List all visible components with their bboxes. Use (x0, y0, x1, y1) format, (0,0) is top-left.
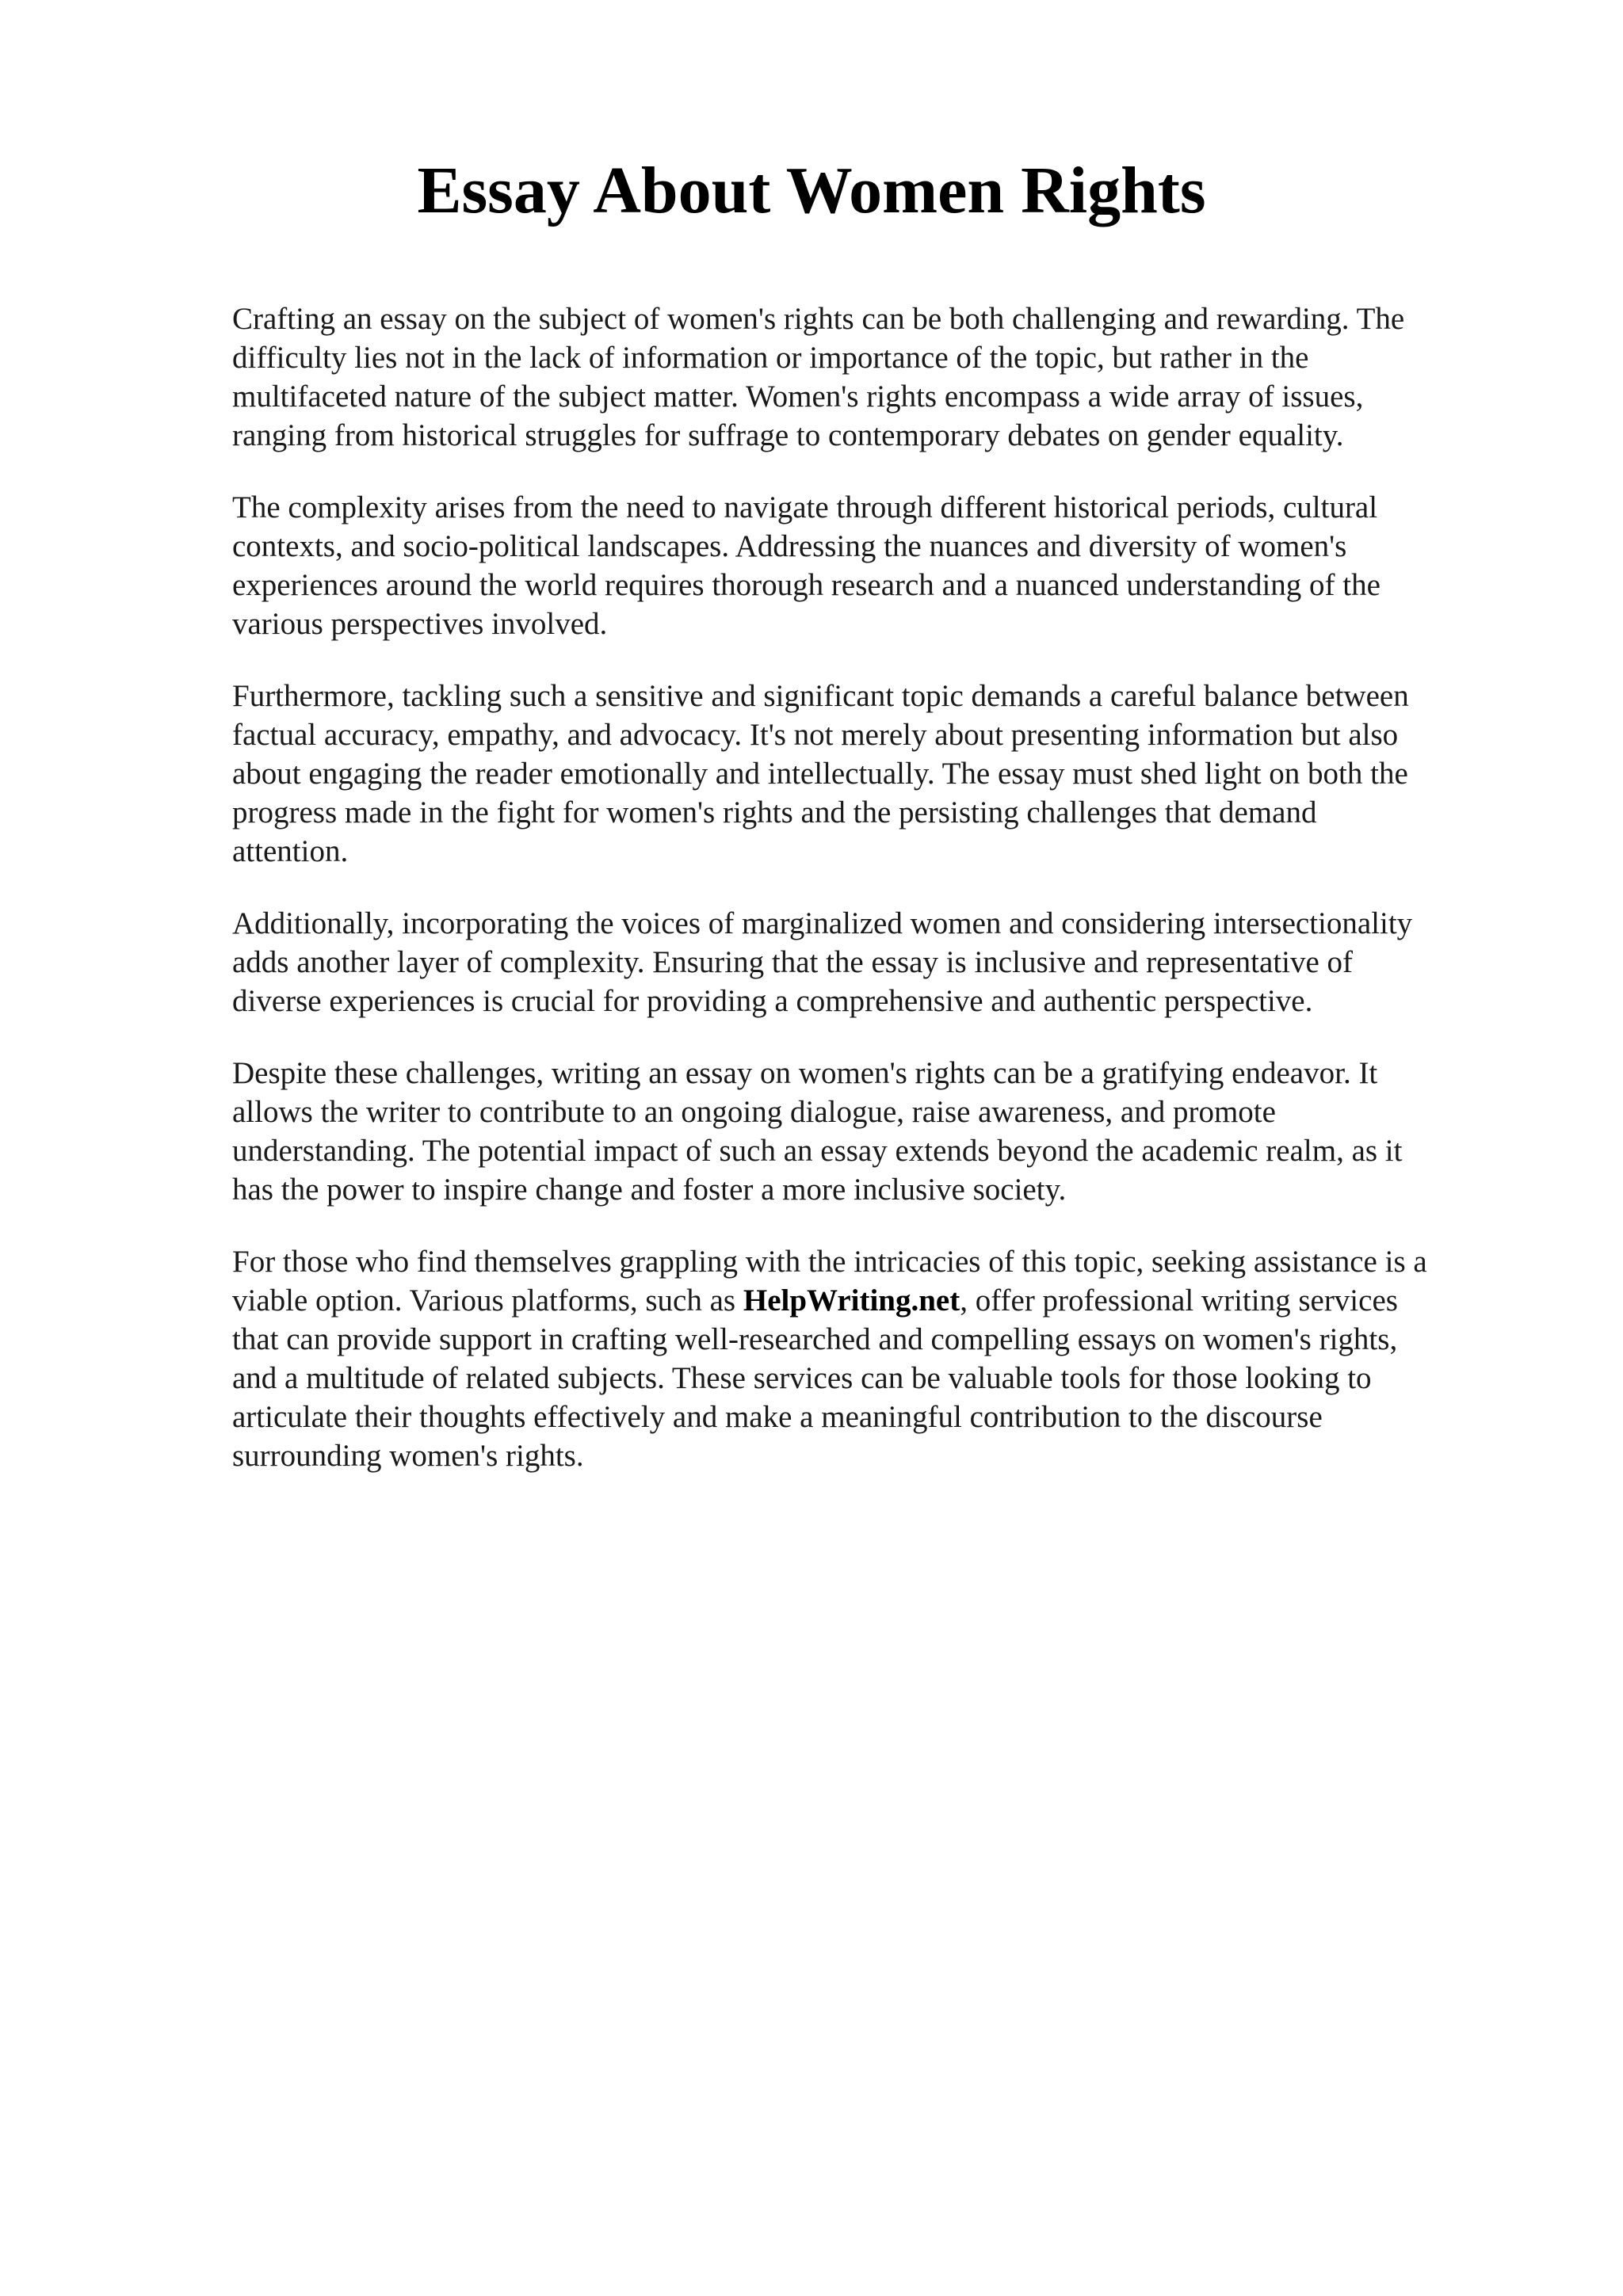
text-line: attention. (232, 834, 349, 868)
text-line: Despite these challenges, writing an essay on women's rights can be a gratifying endeavor. It (232, 1056, 1378, 1090)
text-line: Crafting an essay on the subject of women's rights can be both challenging and rewarding. The (232, 302, 1405, 336)
text-segment: viable option. Various platforms, such as (232, 1283, 743, 1318)
text-line: difficulty lies not in the lack of information or importance of the topic, but rather in the (232, 341, 1309, 375)
text-line: The complexity arises from the need to navigate through different historical periods, cultural (232, 490, 1378, 524)
text-line: and a multitude of related subjects. These services can be valuable tools for those looking to (232, 1361, 1372, 1395)
text-line: Furthermore, tackling such a sensitive and significant topic demands a careful balance between (232, 679, 1409, 713)
document-body (232, 299, 1516, 1508)
paragraph-6 (232, 1242, 1516, 1475)
text-line: contexts, and socio-political landscapes. Addressing the nuances and diversity of women's (232, 529, 1347, 563)
text-line: articulate their thoughts effectively and make a meaningful contribution to the discourse (232, 1400, 1323, 1434)
text-line (232, 1281, 1516, 1320)
text-line: multifaceted nature of the subject matter. Women's rights encompass a wide array of issues, (232, 379, 1364, 414)
paragraph-4 (232, 904, 1516, 1020)
text-line: For those who find themselves grappling with the intricacies of this topic, seeking assistance is a (232, 1245, 1427, 1279)
text-line: allows the writer to contribute to an ongoing dialogue, raise awareness, and promote (232, 1095, 1276, 1129)
text-segment: , offer professional writing services (960, 1283, 1398, 1318)
text-line: adds another layer of complexity. Ensuring that the essay is inclusive and representative of (232, 945, 1354, 979)
paragraph-5 (232, 1054, 1516, 1209)
text-line: about engaging the reader emotionally and intellectually. The essay must shed light on both the (232, 757, 1408, 791)
paragraph-1 (232, 299, 1516, 455)
text-line: has the power to inspire change and foster a more inclusive society. (232, 1173, 1067, 1207)
paragraph-3 (232, 677, 1516, 871)
text-line: ranging from historical struggles for suffrage to contemporary debates on gender equality. (232, 418, 1344, 452)
paragraph-2 (232, 488, 1516, 643)
text-line: experiences around the world requires thorough research and a nuanced understanding of the (232, 568, 1381, 602)
text-line: understanding. The potential impact of such an essay extends beyond the academic realm, as it (232, 1134, 1403, 1168)
text-line: various perspectives involved. (232, 607, 608, 641)
text-line: progress made in the fight for women's rights and the persisting challenges that demand (232, 795, 1317, 830)
text-line: surrounding women's rights. (232, 1439, 584, 1473)
text-line: Additionally, incorporating the voices of marginalized women and considering intersectionality (232, 906, 1413, 940)
document-title: Essay About Women Rights (417, 154, 1206, 227)
brand-name: HelpWriting.net (743, 1283, 960, 1318)
text-line: that can provide support in crafting well-researched and compelling essays on women's rights, (232, 1322, 1398, 1356)
text-line: diverse experiences is crucial for providing a comprehensive and authentic perspective. (232, 984, 1313, 1018)
text-line: factual accuracy, empathy, and advocacy. It's not merely about presenting information but also (232, 718, 1399, 752)
